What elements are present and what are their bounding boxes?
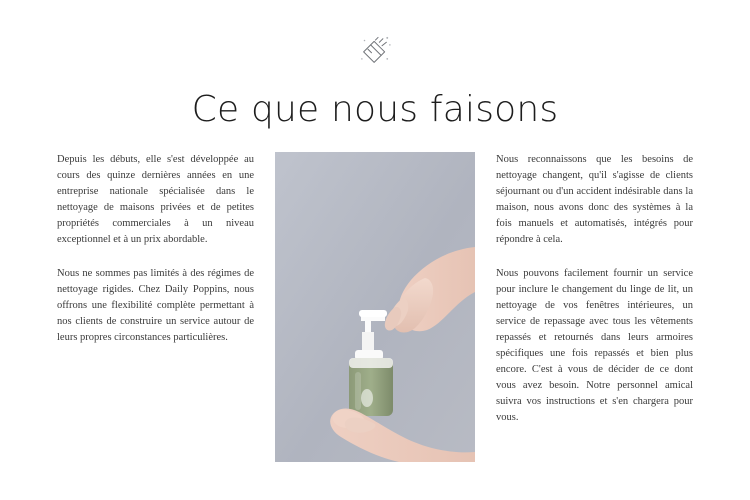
content-area (0, 152, 750, 462)
right-text-column (496, 152, 693, 426)
paragraph: Nous ne sommes pas limités à des régimes de nettoyage rigides. Chez Daily Poppins, nous offrons une flexibilité complète permettant à nos clients de construire un service autour de leurs propres circonstances particulières. (57, 268, 254, 343)
paragraph: Nous pouvons facilement fournir un service pour inclure le changement du linge de lit, un nettoyage de vos fenêtres intérieures, un service de repassage avec tous les vêtements repassés et retournés dans leurs armoires spécifiques une fois repassés et bien plus encore. C'est à vous de décider de ce dont vous avez besoin. Notre personnel amical suivra vos instructions et s'en chargera pour vous. (496, 268, 693, 423)
feature-image (275, 152, 475, 462)
page-title: Ce que nous faisons (191, 89, 559, 130)
sparkle-spray-icon (354, 30, 396, 72)
paragraph: Depuis les débuts, elle s'est développée au cours des quinze dernières années en une entreprise nationale spécialisée dans le nettoyage de maisons privées et de petites propriétés commerciales à un niveau exceptionnel et à un prix abordable. (57, 154, 254, 245)
paragraph: Nous reconnaissons que les besoins de nettoyage changent, qu'il s'agisse de clients séjournant ou d'un accident indésirable dans la maison, nous avons donc des systèmes à la fois manuels et automatisés, intégrés pour répondre à cela. (496, 154, 693, 245)
header-icon-container (0, 0, 750, 72)
left-text-column (57, 152, 254, 346)
hands-soap-illustration (275, 152, 475, 462)
